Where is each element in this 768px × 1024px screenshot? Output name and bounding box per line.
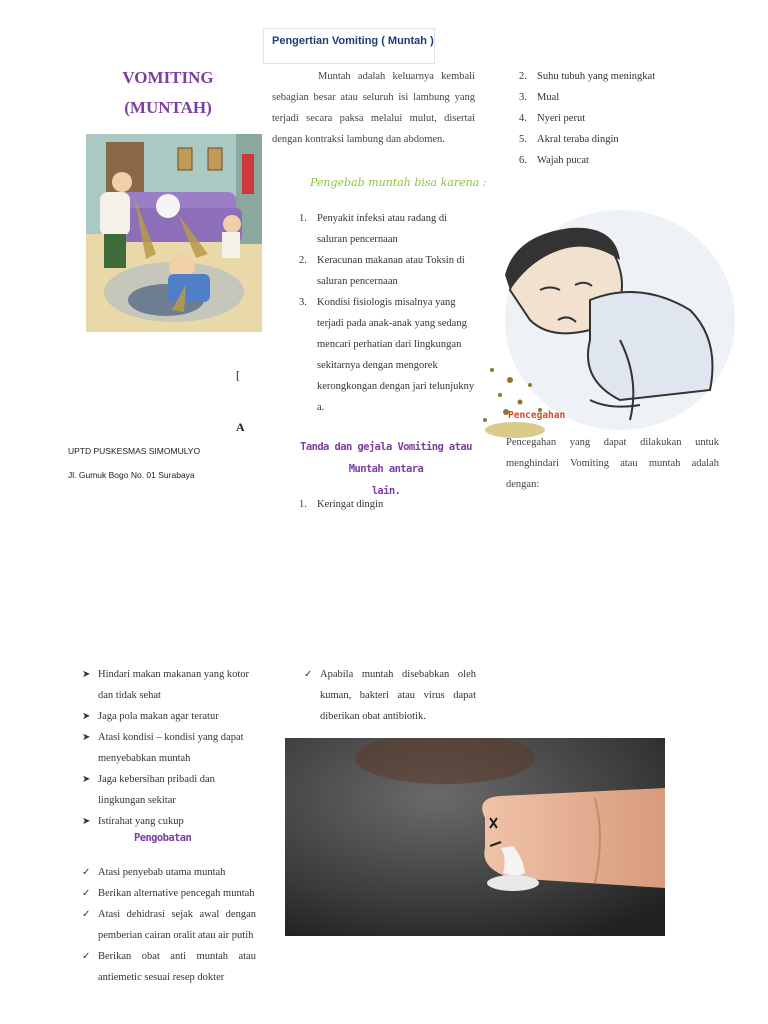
org-address: Jl. Gumuk Bogo No. 01 Surabaya [68,470,195,480]
list-item: 1. Keringat dingin [299,499,384,510]
treatment-heading: Pengobatan [134,832,192,844]
list-item: ✓ Atasi dehidrasi sejak awal dengan pemberian cairan oralit atau air putih [98,904,256,946]
check-bullet-icon: ✓ [82,909,91,920]
check-bullet-icon: ✓ [304,669,313,680]
check-bullet-icon: ✓ [82,867,91,878]
signs-list-left [299,494,475,515]
causes-list [299,208,475,418]
cover-title-line1: VOMITING [122,68,214,87]
list-item: ✓ Apabila muntah disebabkan oleh kuman, bakteri atau virus dapat diberikan obat antibiotik. [320,664,476,727]
cartoon-vomit-image [86,134,262,332]
definition-paragraph: Muntah adalah keluarnya kembali sebagian besar atau seluruh isi lambung yang terjadi secara paksa melalui mulut, disertai dengan kontraksi lambung dan abdomen. [272,71,475,145]
list-item: 6. Wajah pucat [519,155,589,166]
arrow-bullet-icon: ➤ [82,711,91,722]
stray-letter: A [236,420,245,434]
list-item: ➤ Istirahat yang cukup [98,811,258,832]
list-item: ➤ Jaga kebersihan pribadi dan lingkungan sekitar [98,769,258,811]
list-item: ✓ Berikan alternative pencegah muntah [98,883,256,904]
list-item: ✓ Berikan obat anti muntah atau antiemetic sesuai resep dokter [98,946,256,988]
list-item: 1. Penyakit infeksi atau radang di saluran pencernaan [299,213,448,245]
list-item: 3. Mual [519,92,560,103]
prevention-list [82,664,258,832]
arrow-bullet-icon: ➤ [82,732,91,743]
section-title-box [263,28,435,64]
arrow-bullet-icon: ➤ [82,816,91,827]
list-item: 2. Keracunan makanan atau Toksin di saluran pencernaan [299,255,465,287]
causes-heading: Pengebab muntah bisa karena : [310,176,487,189]
section-title: Pengertian Vomiting ( Muntah ) [272,35,434,47]
list-item: 2. Suhu tubuh yang meningkat [519,71,656,82]
check-bullet-icon: ✓ [82,888,91,899]
org-name: UPTD PUSKESMAS SIMOMULYO [68,446,201,456]
signs-list-right [519,66,717,171]
list-item: ➤ Hindari makan makanan yang kotor dan tidak sehat [98,664,258,706]
finger-vomit-photo [285,738,665,936]
cover-title-line2: (MUNTAH) [124,98,212,117]
list-item: ➤ Jaga pola makan agar teratur [98,706,258,727]
prevention-paragraph: Pencegahan yang dapat dilakukan untuk menghindari Vomiting atau muntah adalah dengan: [506,437,719,490]
signs-heading: Tanda dan gejala Vomiting atau Muntah antara lain. [300,441,472,497]
treatment-extra-list [304,664,476,727]
cartoon-illustration [86,134,262,332]
treatment-list [82,862,256,988]
list-item: ✓ Atasi penyebab utama muntah [98,862,256,883]
list-item: 3. Kondisi fisiologis misalnya yang terjadi pada anak-anak yang sedang mencari perhatian dari lingkungan sekitarnya dengan mengorek kerongkongan dengan jari telunjukny a. [299,297,475,413]
list-item: 4. Nyeri perut [519,113,586,124]
list-item: 5. Akral teraba dingin [519,134,619,145]
arrow-bullet-icon: ➤ [82,774,91,785]
stray-bracket: [ [236,368,240,382]
finger-photo-illustration [285,738,665,936]
prevention-heading: Pencegahan [508,410,566,421]
list-item: ➤ Atasi kondisi – kondisi yang dapat menyebabkan muntah [98,727,258,769]
check-bullet-icon: ✓ [82,951,91,962]
arrow-bullet-icon: ➤ [82,669,91,680]
